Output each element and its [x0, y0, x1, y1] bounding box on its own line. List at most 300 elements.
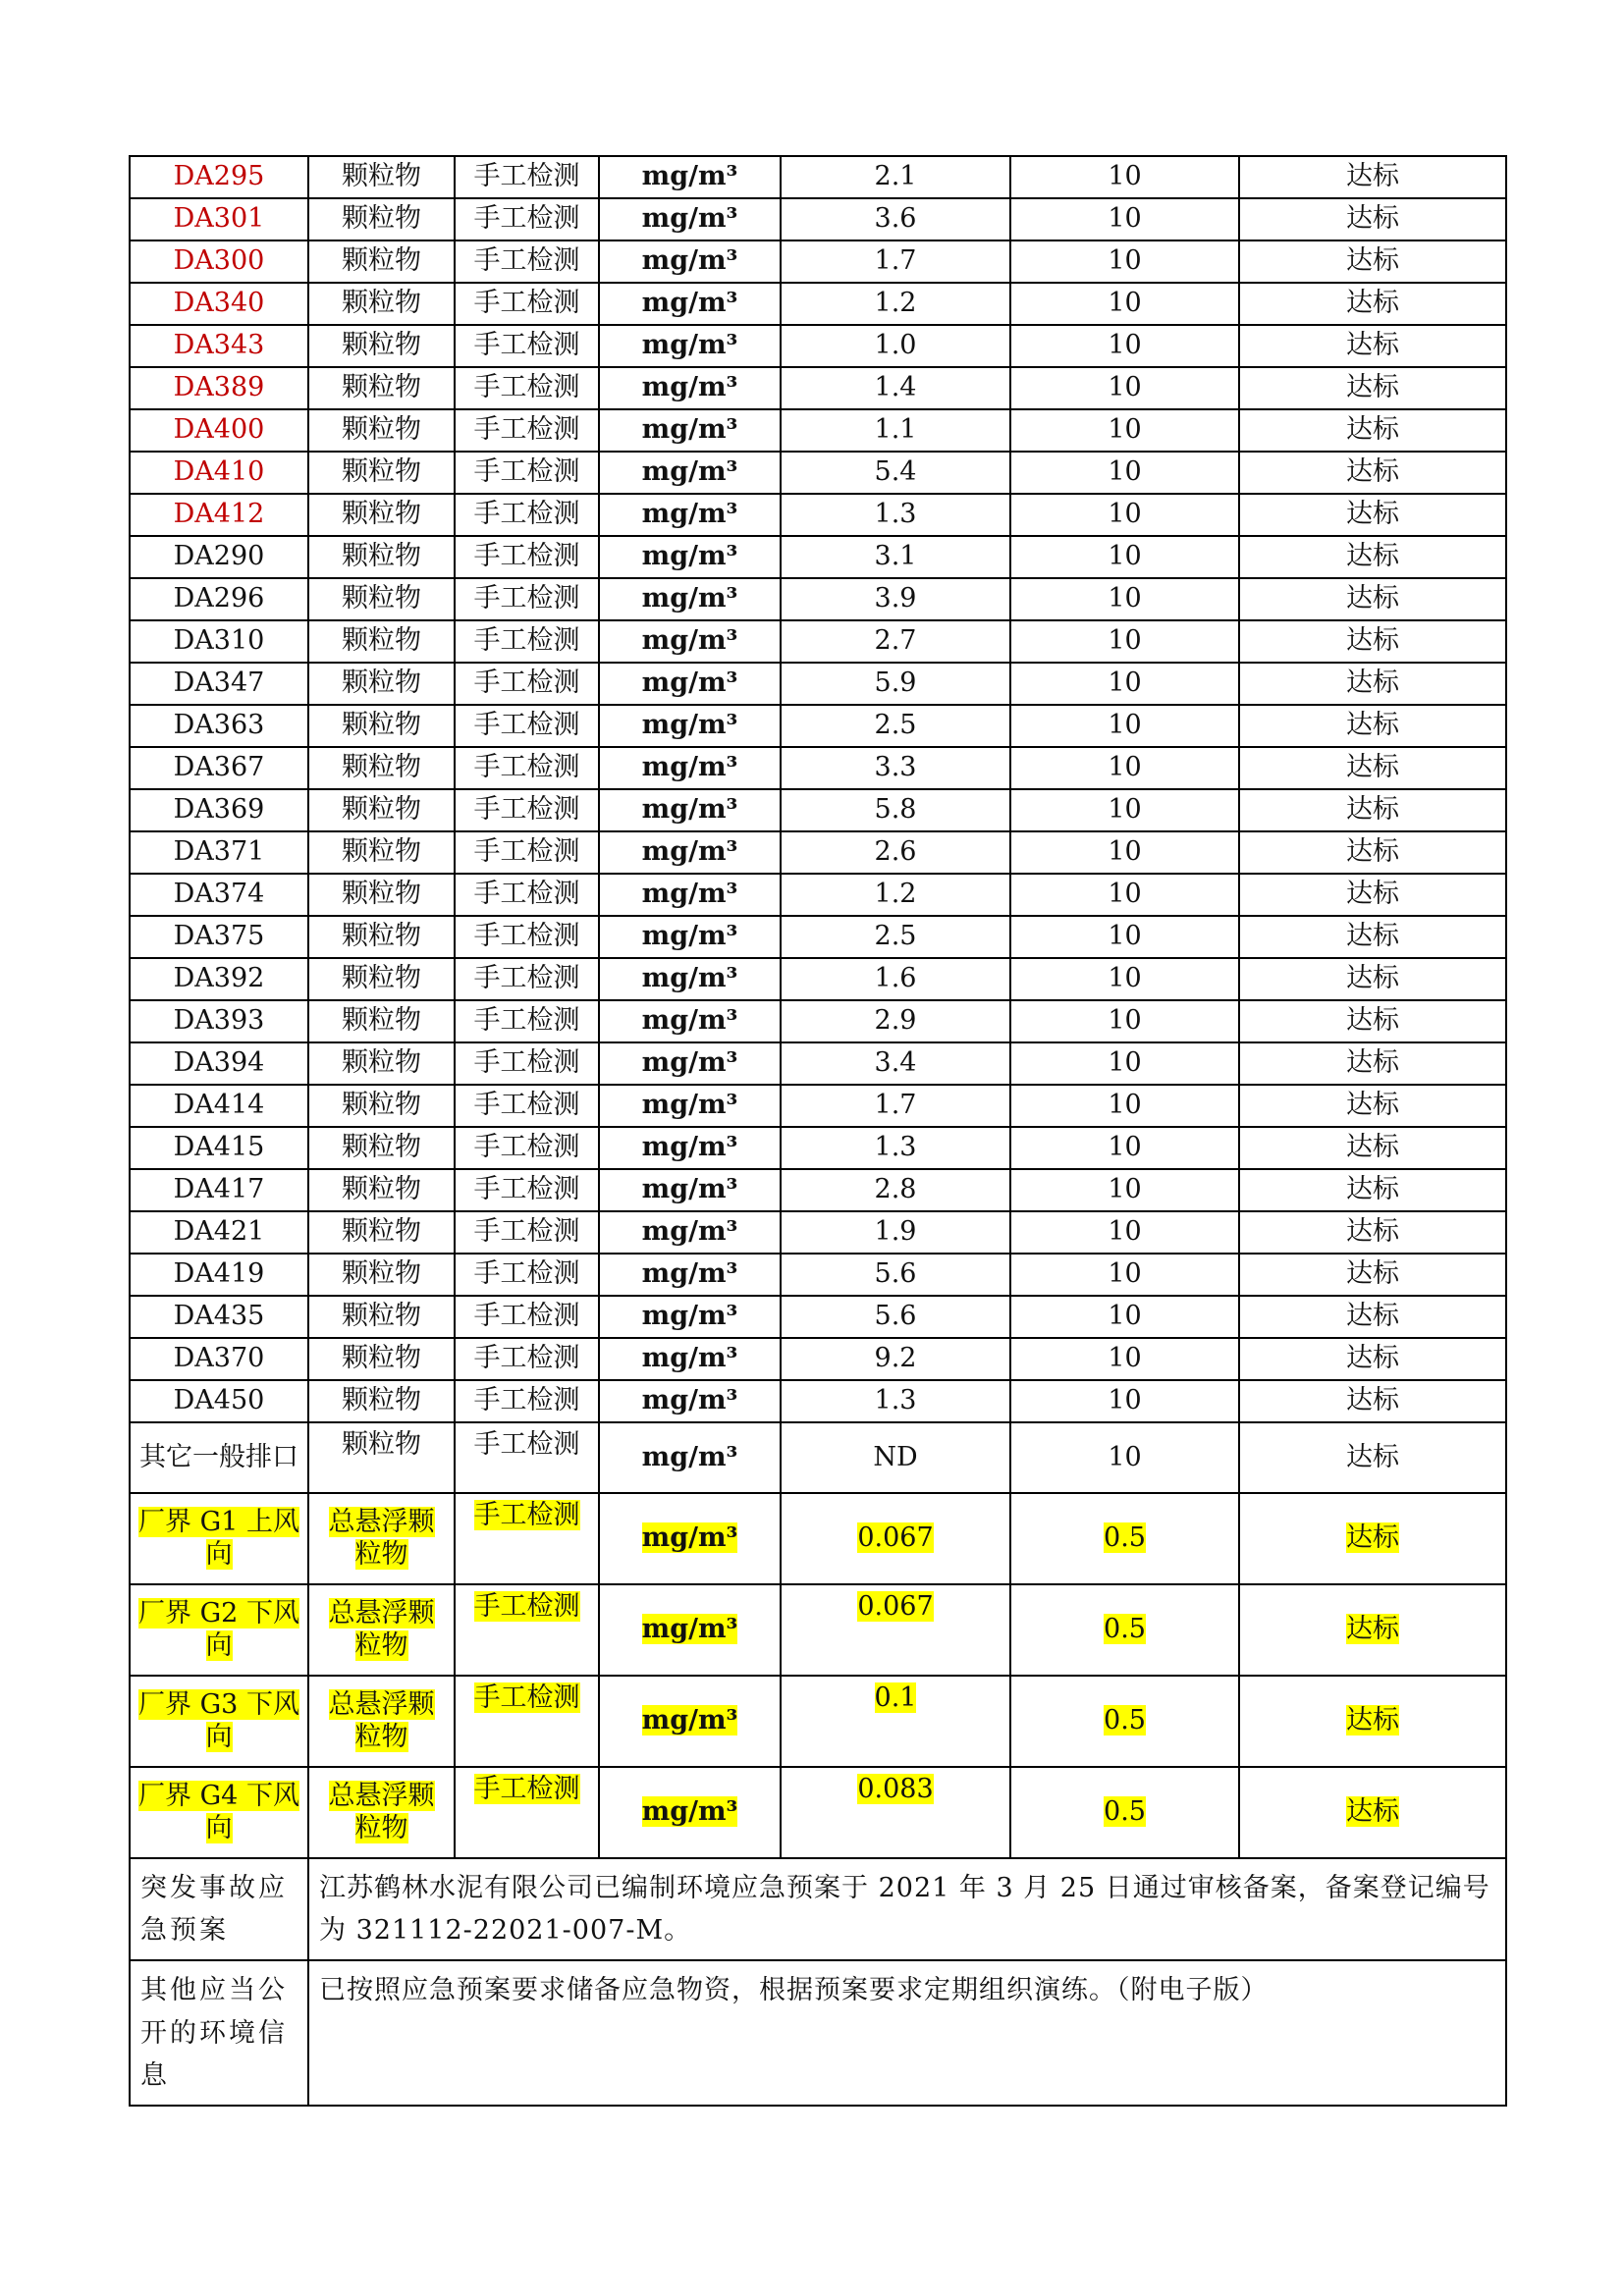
method-text: 手工检测	[473, 1343, 580, 1374]
measured-value-text: 1.0	[874, 330, 917, 361]
limit-value	[1010, 198, 1239, 240]
outlet-id-text: DA367	[173, 752, 265, 783]
outlet-id-text: DA415	[173, 1132, 265, 1163]
limit-value	[1010, 536, 1239, 578]
measured-value	[781, 789, 1010, 831]
limit-value-text: 10	[1108, 1090, 1142, 1121]
limit-value-text: 10	[1108, 583, 1142, 614]
unit-text: mg/m³	[641, 499, 738, 530]
pollutant-text: 颗粒物	[342, 1174, 421, 1205]
limit-value	[1010, 916, 1239, 958]
pollutant-text: 总悬浮颗	[328, 1598, 435, 1629]
unit	[599, 1085, 781, 1127]
result	[1239, 1676, 1506, 1767]
unit	[599, 1380, 781, 1422]
pollutant	[308, 578, 455, 620]
limit-value-text: 10	[1108, 161, 1142, 192]
result-text: 达标	[1346, 245, 1399, 277]
method-text: 手工检测	[473, 1429, 580, 1460]
outlet-id-text: DA371	[173, 836, 265, 868]
method	[455, 663, 599, 705]
unit-text: mg/m³	[641, 1796, 738, 1828]
pollutant	[308, 1767, 455, 1858]
method	[455, 198, 599, 240]
measured-value	[781, 1422, 1010, 1493]
result-text: 达标	[1346, 499, 1399, 530]
table-row	[130, 536, 1506, 578]
table-row	[130, 198, 1506, 240]
outlet-id	[130, 1127, 308, 1169]
outlet-id	[130, 578, 308, 620]
measured-value-text: 0.1	[874, 1682, 917, 1713]
measured-value	[781, 620, 1010, 663]
method-text: 手工检测	[473, 667, 580, 699]
unit	[599, 1493, 781, 1584]
method	[455, 240, 599, 283]
pollutant-text: 颗粒物	[342, 414, 421, 446]
unit-text: mg/m³	[641, 879, 738, 910]
limit-value-text: 10	[1108, 625, 1142, 657]
measured-value-text: 1.7	[874, 245, 917, 277]
method	[455, 916, 599, 958]
unit	[599, 494, 781, 536]
fence-point-text: 厂界 G1 上风向	[138, 1507, 299, 1570]
result-text: 达标	[1346, 1614, 1399, 1645]
result	[1239, 1254, 1506, 1296]
pollutant-text: 颗粒物	[342, 1216, 421, 1248]
outlet-id	[130, 494, 308, 536]
outlet-id-text: DA300	[173, 245, 265, 277]
result-text: 达标	[1346, 921, 1399, 952]
unit-text: mg/m³	[641, 541, 738, 572]
table-row	[130, 1127, 1506, 1169]
pollutant-text: 颗粒物	[342, 794, 421, 826]
outlet-id	[130, 452, 308, 494]
method	[455, 1169, 599, 1211]
result	[1239, 283, 1506, 325]
limit-value	[1010, 663, 1239, 705]
result	[1239, 367, 1506, 409]
unit	[599, 620, 781, 663]
unit-text: mg/m³	[641, 667, 738, 699]
pollutant-text: 颗粒物	[342, 752, 421, 783]
limit-value-text: 10	[1108, 245, 1142, 277]
unit	[599, 240, 781, 283]
limit-value-text: 10	[1108, 1301, 1142, 1332]
measured-value-text: 2.5	[874, 710, 917, 741]
limit-value-text: 10	[1108, 456, 1142, 488]
measured-value	[781, 409, 1010, 452]
unit	[599, 1042, 781, 1085]
unit	[599, 409, 781, 452]
limit-value	[1010, 494, 1239, 536]
method	[455, 1254, 599, 1296]
result	[1239, 198, 1506, 240]
pollutant	[308, 198, 455, 240]
measured-value-text: 3.9	[874, 583, 917, 614]
measured-value	[781, 325, 1010, 367]
outlet-id	[130, 1380, 308, 1422]
outlet-id-text: DA392	[173, 963, 265, 994]
method	[455, 1422, 599, 1493]
pollutant	[308, 367, 455, 409]
unit-text: mg/m³	[641, 1258, 738, 1290]
method	[455, 367, 599, 409]
limit-value	[1010, 1211, 1239, 1254]
outlet-id	[130, 409, 308, 452]
table-row	[130, 620, 1506, 663]
pollutant	[308, 1676, 455, 1767]
table-row	[130, 831, 1506, 874]
measured-value	[781, 1296, 1010, 1338]
measured-value	[781, 1493, 1010, 1584]
unit-text: mg/m³	[641, 1132, 738, 1163]
table-row	[130, 1169, 1506, 1211]
pollutant-text: 颗粒物	[342, 372, 421, 403]
outlet-id-text: DA419	[173, 1258, 265, 1290]
limit-value	[1010, 831, 1239, 874]
result	[1239, 1085, 1506, 1127]
outlet-id	[130, 916, 308, 958]
table-row	[130, 958, 1506, 1000]
result-text: 达标	[1346, 1258, 1399, 1290]
method	[455, 1380, 599, 1422]
measured-value	[781, 1676, 1010, 1767]
unit-text: mg/m³	[641, 288, 738, 319]
method-text: 手工检测	[473, 330, 580, 361]
measured-value-text: 3.4	[874, 1047, 917, 1079]
limit-value-text: 10	[1108, 667, 1142, 699]
unit	[599, 578, 781, 620]
unit-text: mg/m³	[641, 625, 738, 657]
unit-text: mg/m³	[641, 1522, 738, 1554]
limit-value	[1010, 874, 1239, 916]
unit-text: mg/m³	[641, 330, 738, 361]
pollutant	[308, 1380, 455, 1422]
measured-value-text: 2.9	[874, 1005, 917, 1037]
outlet-id-text: DA290	[173, 541, 265, 572]
table-row	[130, 578, 1506, 620]
table-row	[130, 367, 1506, 409]
limit-value	[1010, 1338, 1239, 1380]
measured-value	[781, 705, 1010, 747]
result	[1239, 1000, 1506, 1042]
limit-value	[1010, 1127, 1239, 1169]
result-text: 达标	[1346, 836, 1399, 868]
pollutant	[308, 831, 455, 874]
method	[455, 1127, 599, 1169]
outlet-id	[130, 1169, 308, 1211]
table-row	[130, 325, 1506, 367]
pollutant	[308, 156, 455, 198]
result-text: 达标	[1346, 1090, 1399, 1121]
pollutant-text: 颗粒物	[342, 161, 421, 192]
method-text: 手工检测	[473, 836, 580, 868]
outlet-id	[130, 1422, 308, 1493]
table-row-fence	[130, 1584, 1506, 1676]
limit-value	[1010, 240, 1239, 283]
pollutant-text: 总悬浮颗	[328, 1781, 435, 1812]
method-text: 手工检测	[473, 1005, 580, 1037]
pollutant-text-line2: 粒物	[354, 1721, 408, 1752]
limit-value-text: 10	[1108, 836, 1142, 868]
result-text: 达标	[1346, 1301, 1399, 1332]
pollutant-text: 颗粒物	[342, 330, 421, 361]
limit-value-text: 10	[1108, 1132, 1142, 1163]
method	[455, 958, 599, 1000]
limit-value	[1010, 1676, 1239, 1767]
outlet-id	[130, 1042, 308, 1085]
result-text: 达标	[1346, 456, 1399, 488]
table-row	[130, 1042, 1506, 1085]
result	[1239, 874, 1506, 916]
method-text: 手工检测	[473, 499, 580, 530]
other-info-text	[308, 1960, 1506, 2106]
outlet-id-text: DA394	[173, 1047, 265, 1079]
limit-value-text: 0.5	[1104, 1614, 1146, 1645]
method-text: 手工检测	[473, 1047, 580, 1079]
result	[1239, 789, 1506, 831]
limit-value	[1010, 1042, 1239, 1085]
limit-value	[1010, 1493, 1239, 1584]
result	[1239, 1380, 1506, 1422]
measured-value-text: 5.4	[874, 456, 917, 488]
result	[1239, 1338, 1506, 1380]
unit	[599, 1211, 781, 1254]
measured-value	[781, 494, 1010, 536]
pollutant-text: 颗粒物	[342, 1132, 421, 1163]
unit-text: mg/m³	[641, 203, 738, 235]
limit-value	[1010, 1296, 1239, 1338]
measured-value-text: 2.8	[874, 1174, 917, 1205]
limit-value	[1010, 409, 1239, 452]
pollutant-text: 颗粒物	[342, 1343, 421, 1374]
unit-text: mg/m³	[641, 1385, 738, 1416]
pollutant	[308, 916, 455, 958]
unit-text: mg/m³	[641, 1216, 738, 1248]
limit-value-text: 10	[1108, 879, 1142, 910]
unit-text: mg/m³	[641, 963, 738, 994]
measured-value	[781, 156, 1010, 198]
other-info-text-text: 已按照应急预案要求储备应急物资，根据预案要求定期组织演练。（附电子版）	[319, 1975, 1269, 2006]
fence-point	[130, 1676, 308, 1767]
measured-value-text: 1.1	[874, 414, 917, 446]
method-text: 手工检测	[473, 1216, 580, 1248]
result-text: 达标	[1346, 1705, 1399, 1736]
unit	[599, 1676, 781, 1767]
limit-value-text: 10	[1108, 499, 1142, 530]
limit-value-text: 0.5	[1104, 1796, 1146, 1828]
result	[1239, 747, 1506, 789]
outlet-id	[130, 156, 308, 198]
method-text: 手工检测	[473, 1774, 580, 1804]
pollutant-text: 颗粒物	[342, 921, 421, 952]
method	[455, 283, 599, 325]
pollutant	[308, 494, 455, 536]
result-text: 达标	[1346, 1047, 1399, 1079]
outlet-id	[130, 367, 308, 409]
table-row	[130, 705, 1506, 747]
result-text: 达标	[1346, 414, 1399, 446]
method-text: 手工检测	[473, 1090, 580, 1121]
measured-value-text: 0.067	[857, 1522, 934, 1554]
method-text: 手工检测	[473, 456, 580, 488]
measured-value	[781, 1000, 1010, 1042]
outlet-id	[130, 1338, 308, 1380]
result-text: 达标	[1346, 372, 1399, 403]
outlet-id-text: DA414	[173, 1090, 265, 1121]
result-text: 达标	[1346, 1005, 1399, 1037]
measured-value-text: 1.2	[874, 288, 917, 319]
result-text: 达标	[1346, 794, 1399, 826]
measured-value	[781, 1127, 1010, 1169]
measured-value	[781, 1042, 1010, 1085]
outlet-id-text: DA310	[173, 625, 265, 657]
limit-value-text: 10	[1108, 1385, 1142, 1416]
method-text: 手工检测	[473, 710, 580, 741]
fence-point-text: 厂界 G2 下风向	[138, 1598, 299, 1661]
measured-value	[781, 1085, 1010, 1127]
outlet-id	[130, 958, 308, 1000]
pollutant	[308, 1338, 455, 1380]
pollutant	[308, 1493, 455, 1584]
unit	[599, 1422, 781, 1493]
measured-value-text: 1.2	[874, 879, 917, 910]
measured-value	[781, 1254, 1010, 1296]
method	[455, 1296, 599, 1338]
unit-text: mg/m³	[641, 1705, 738, 1736]
pollutant	[308, 1296, 455, 1338]
unit	[599, 1338, 781, 1380]
outlet-id	[130, 240, 308, 283]
outlet-id	[130, 1211, 308, 1254]
limit-value	[1010, 958, 1239, 1000]
table-row	[130, 283, 1506, 325]
pollutant	[308, 747, 455, 789]
measured-value	[781, 958, 1010, 1000]
outlet-id	[130, 198, 308, 240]
measured-value	[781, 1380, 1010, 1422]
result-text: 达标	[1346, 541, 1399, 572]
measured-value-text: 2.7	[874, 625, 917, 657]
method	[455, 620, 599, 663]
table-row-fence	[130, 1676, 1506, 1767]
pollutant-text: 总悬浮颗	[328, 1507, 435, 1538]
measured-value	[781, 1338, 1010, 1380]
method	[455, 1338, 599, 1380]
method	[455, 874, 599, 916]
table-row	[130, 409, 1506, 452]
method-text: 手工检测	[473, 161, 580, 192]
method-text: 手工检测	[473, 1682, 580, 1713]
method-text: 手工检测	[473, 203, 580, 235]
outlet-id-text: DA412	[173, 499, 265, 530]
outlet-id-text: DA389	[173, 372, 265, 403]
measured-value	[781, 578, 1010, 620]
fence-point	[130, 1493, 308, 1584]
outlet-id	[130, 1000, 308, 1042]
outlet-id-text: DA410	[173, 456, 265, 488]
limit-value-text: 10	[1108, 1047, 1142, 1079]
method	[455, 536, 599, 578]
pollutant-text: 颗粒物	[342, 499, 421, 530]
result-text: 达标	[1346, 963, 1399, 994]
outlet-id-text: DA347	[173, 667, 265, 699]
document-page	[129, 155, 1505, 2107]
table-row	[130, 1338, 1506, 1380]
result-text: 达标	[1346, 1343, 1399, 1374]
unit	[599, 831, 781, 874]
pollutant-text: 颗粒物	[342, 625, 421, 657]
other-info-label-text: 其他应当公开的环境信息	[140, 1975, 288, 2091]
outlet-id-text: DA374	[173, 879, 265, 910]
method	[455, 1584, 599, 1676]
limit-value	[1010, 1422, 1239, 1493]
pollutant-text: 颗粒物	[342, 836, 421, 868]
outlet-id	[130, 663, 308, 705]
table-row-emergency-plan	[130, 1858, 1506, 1960]
measured-value-text: 1.3	[874, 499, 917, 530]
limit-value	[1010, 789, 1239, 831]
result-text: 达标	[1346, 330, 1399, 361]
result	[1239, 536, 1506, 578]
outlet-id-text: DA417	[173, 1174, 265, 1205]
pollutant	[308, 874, 455, 916]
measured-value-text: 3.1	[874, 541, 917, 572]
limit-value-text: 10	[1108, 203, 1142, 235]
unit-text: mg/m³	[641, 372, 738, 403]
limit-value	[1010, 1169, 1239, 1211]
pollutant	[308, 705, 455, 747]
emergency-plan-label-text: 突发事故应急预案	[140, 1873, 288, 1947]
method-text: 手工检测	[473, 752, 580, 783]
unit-text: mg/m³	[641, 414, 738, 446]
result-text: 达标	[1346, 1441, 1399, 1472]
result	[1239, 1584, 1506, 1676]
method-text: 手工检测	[473, 1385, 580, 1416]
outlet-id	[130, 705, 308, 747]
pollutant	[308, 325, 455, 367]
table-row	[130, 789, 1506, 831]
pollutant	[308, 1127, 455, 1169]
limit-value-text: 10	[1108, 414, 1142, 446]
unit-text: mg/m³	[641, 794, 738, 826]
result	[1239, 409, 1506, 452]
result-text: 达标	[1346, 625, 1399, 657]
pollutant-text: 颗粒物	[342, 1258, 421, 1290]
pollutant-text: 颗粒物	[342, 456, 421, 488]
result	[1239, 1211, 1506, 1254]
method-text: 手工检测	[473, 879, 580, 910]
result	[1239, 452, 1506, 494]
fence-point-text: 厂界 G3 下风向	[138, 1689, 299, 1752]
limit-value	[1010, 1380, 1239, 1422]
result	[1239, 1127, 1506, 1169]
emission-monitoring-table	[129, 155, 1507, 2107]
pollutant-text: 颗粒物	[342, 667, 421, 699]
limit-value	[1010, 1085, 1239, 1127]
outlet-id	[130, 874, 308, 916]
result-text: 达标	[1346, 752, 1399, 783]
result-text: 达标	[1346, 1385, 1399, 1416]
pollutant-text: 颗粒物	[342, 1385, 421, 1416]
measured-value-text: 1.9	[874, 1216, 917, 1248]
result	[1239, 831, 1506, 874]
result	[1239, 1042, 1506, 1085]
result-text: 达标	[1346, 1216, 1399, 1248]
pollutant-text-line2: 粒物	[354, 1538, 408, 1570]
pollutant	[308, 1000, 455, 1042]
